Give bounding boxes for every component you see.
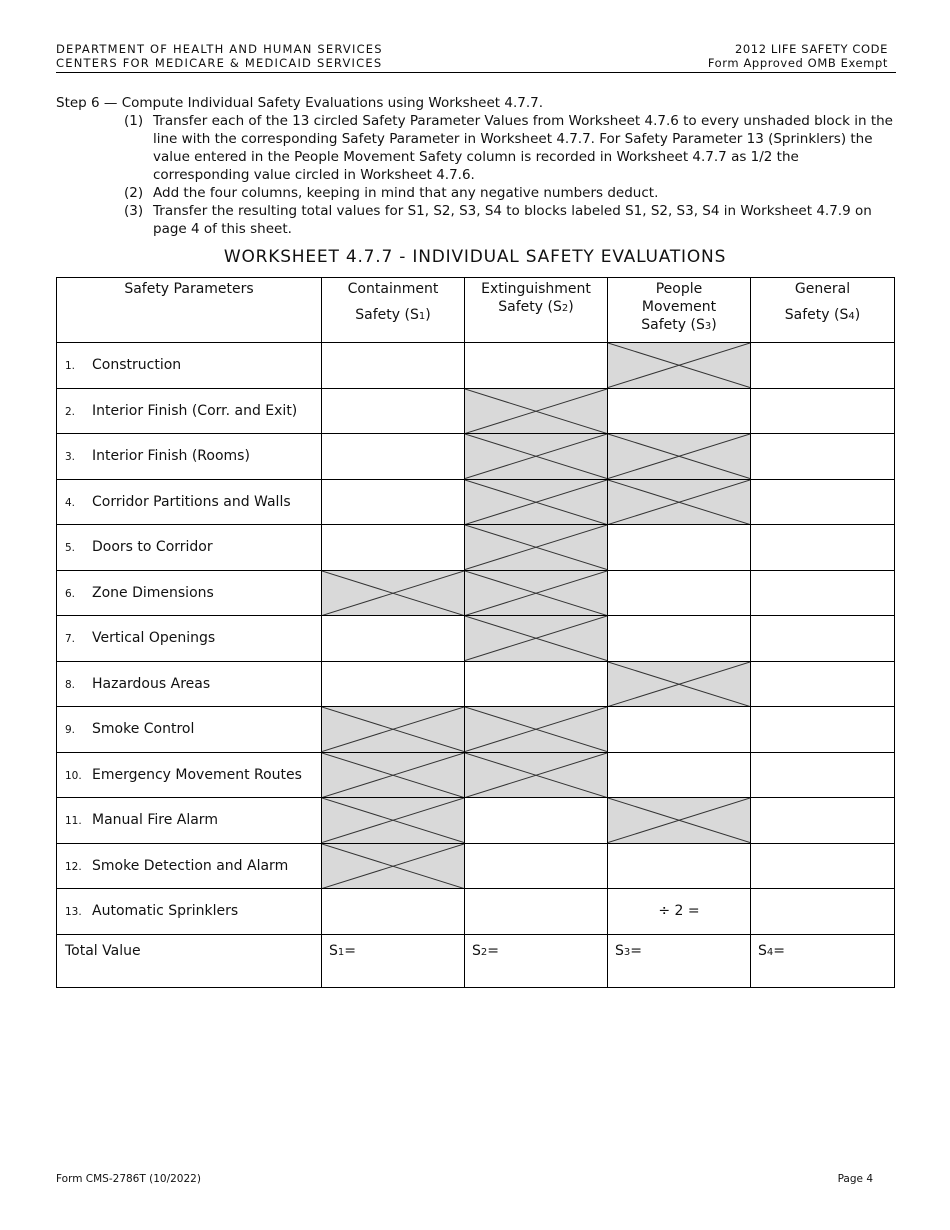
step-item (56, 184, 896, 202)
value-cell-extinguishment[interactable] (465, 343, 608, 389)
parameter-number: 4. (65, 496, 76, 509)
value-cell-people-movement[interactable] (608, 707, 751, 753)
shaded-cell-containment (322, 843, 465, 889)
step-item (56, 112, 896, 184)
table-row (57, 570, 895, 616)
parameter-label: Smoke Control (92, 721, 195, 738)
step-item-text: Transfer the resulting total values for S1, S2, S3, S4 to blocks labeled S1, S2, S3, S4 in Worksheet 4.7.9 on page 4 of this sheet. (153, 203, 872, 237)
value-cell-extinguishment[interactable] (465, 843, 608, 889)
value-cell-people-movement[interactable] (608, 525, 751, 571)
step-label: Step 6 — (56, 95, 118, 111)
value-cell-containment[interactable] (322, 525, 465, 571)
table-row (57, 479, 895, 525)
table-header-row (57, 278, 895, 343)
value-cell-containment[interactable] (322, 616, 465, 662)
table-row (57, 707, 895, 753)
parameter-cell (57, 843, 322, 889)
step-text: Compute Individual Safety Evaluations using Worksheet 4.7.7. (121, 95, 544, 111)
shaded-cell-containment (322, 707, 465, 753)
shaded-cell-extinguishment (465, 479, 608, 525)
parameter-cell (57, 707, 322, 753)
step-item-text: Transfer each of the 13 circled Safety Parameter Values from Worksheet 4.7.6 to every unshaded block in the line with the corresponding Safety Parameter in Worksheet 4.7.7. For Safety Parameter 13 (Sprinklers) the value entered in the People Movement Safety column is recorded in Worksheet 4.7.7 as 1/2 the corresponding value circled in Worksheet 4.7.6. (153, 113, 893, 183)
parameter-number: 13. (65, 906, 82, 919)
table-row (57, 343, 895, 389)
parameter-cell (57, 616, 322, 662)
value-cell-general[interactable] (751, 661, 895, 707)
col-header-containment: Containment Safety (S1) (322, 278, 465, 343)
step-item-num: (3) (124, 203, 144, 219)
value-cell-general[interactable] (751, 616, 895, 662)
col-header-extinguishment: Extinguishment Safety (S2) (465, 278, 608, 343)
total-s1[interactable]: S1= (322, 934, 465, 988)
value-cell-extinguishment[interactable] (465, 661, 608, 707)
parameter-label: Doors to Corridor (92, 539, 213, 556)
table-row (57, 889, 895, 935)
parameter-cell (57, 661, 322, 707)
value-cell-containment[interactable] (322, 661, 465, 707)
shaded-cell-containment (322, 570, 465, 616)
value-cell-people-movement[interactable] (608, 889, 751, 935)
value-cell-general[interactable] (751, 570, 895, 616)
parameter-cell (57, 525, 322, 571)
worksheet-title: WORKSHEET 4.7.7 - INDIVIDUAL SAFETY EVALUATIONS (223, 247, 727, 267)
shaded-cell-containment (322, 798, 465, 844)
parameter-number: 9. (65, 724, 76, 737)
form-header (708, 42, 888, 70)
parameter-cell (57, 388, 322, 434)
table-body (57, 343, 895, 935)
table-row (57, 434, 895, 480)
parameter-cell (57, 798, 322, 844)
value-cell-general[interactable] (751, 434, 895, 480)
shaded-cell-containment (322, 752, 465, 798)
shaded-cell-extinguishment (465, 616, 608, 662)
parameter-number: 10. (65, 769, 82, 782)
parameter-label: Zone Dimensions (92, 584, 214, 601)
value-cell-people-movement[interactable] (608, 752, 751, 798)
table-row (57, 388, 895, 434)
parameter-label: Construction (92, 357, 182, 374)
value-cell-containment[interactable] (322, 434, 465, 480)
value-cell-people-movement[interactable] (608, 843, 751, 889)
parameter-cell (57, 434, 322, 480)
shaded-cell-extinguishment (465, 752, 608, 798)
shaded-cell-people-movement (608, 661, 751, 707)
parameter-label: Interior Finish (Rooms) (92, 448, 250, 465)
dept-line: DEPARTMENT OF HEALTH AND HUMAN SERVICES (56, 42, 383, 56)
col-header-general: General Safety (S4) (751, 278, 895, 343)
shaded-cell-people-movement (608, 479, 751, 525)
shaded-cell-people-movement (608, 798, 751, 844)
table-row (57, 798, 895, 844)
shaded-cell-extinguishment (465, 570, 608, 616)
value-cell-general[interactable] (751, 889, 895, 935)
parameter-number: 12. (65, 860, 82, 873)
parameter-number: 6. (65, 587, 76, 600)
table-row (57, 661, 895, 707)
value-cell-general[interactable] (751, 343, 895, 389)
parameter-number: 11. (65, 815, 82, 828)
table-row (57, 525, 895, 571)
centers-line: CENTERS FOR MEDICARE & MEDICAID SERVICES (56, 56, 383, 70)
parameter-number: 3. (65, 451, 76, 464)
step-instructions (56, 94, 896, 238)
col-header-param: Safety Parameters (57, 278, 322, 343)
step-item-num: (1) (124, 113, 144, 129)
value-cell-containment[interactable] (322, 343, 465, 389)
code-line: 2012 LIFE SAFETY CODE (734, 42, 888, 56)
value-cell-general[interactable] (751, 798, 895, 844)
shaded-cell-extinguishment (465, 707, 608, 753)
value-cell-general[interactable] (751, 752, 895, 798)
agency-header (56, 42, 383, 70)
value-cell-general[interactable] (751, 707, 895, 753)
parameter-label: Smoke Detection and Alarm (92, 857, 289, 874)
col-header-people-movement: People Movement Safety (S3) (608, 278, 751, 343)
parameter-number: 8. (65, 678, 76, 691)
value-cell-general[interactable] (751, 525, 895, 571)
shaded-cell-people-movement (608, 434, 751, 480)
parameter-number: 2. (65, 405, 76, 418)
parameter-label: Corridor Partitions and Walls (92, 493, 291, 510)
step-item-num: (2) (124, 185, 144, 201)
value-cell-general[interactable] (751, 843, 895, 889)
total-s2[interactable]: S2= (465, 934, 608, 988)
value-cell-people-movement[interactable] (608, 570, 751, 616)
parameter-cell (57, 752, 322, 798)
total-s4[interactable]: S4= (751, 934, 895, 988)
parameter-cell (57, 343, 322, 389)
parameter-cell (57, 479, 322, 525)
value-cell-people-movement[interactable] (608, 388, 751, 434)
header-rule (56, 72, 896, 73)
parameter-label: Manual Fire Alarm (92, 812, 218, 829)
parameter-label: Interior Finish (Corr. and Exit) (92, 402, 298, 419)
value-cell-extinguishment[interactable] (465, 798, 608, 844)
value-cell-general[interactable] (751, 479, 895, 525)
value-cell-containment[interactable] (322, 889, 465, 935)
parameter-label: Vertical Openings (92, 630, 216, 647)
value-cell-extinguishment[interactable] (465, 889, 608, 935)
shaded-cell-people-movement (608, 343, 751, 389)
sprinkler-divide-note: ÷ 2 = (658, 903, 700, 920)
value-cell-general[interactable] (751, 388, 895, 434)
parameter-cell (57, 889, 322, 935)
omb-line: Form Approved OMB Exempt (707, 56, 888, 70)
parameter-label: Automatic Sprinklers (92, 903, 239, 920)
parameter-label: Hazardous Areas (92, 675, 211, 692)
parameter-label: Emergency Movement Routes (92, 766, 302, 783)
total-s3[interactable]: S3= (608, 934, 751, 988)
step-item-text: Add the four columns, keeping in mind that any negative numbers deduct. (153, 185, 659, 201)
parameter-number: 5. (65, 542, 76, 555)
table-row (57, 843, 895, 889)
value-cell-containment[interactable] (322, 479, 465, 525)
form-number: Form CMS-2786T (10/2022) (56, 1173, 201, 1185)
table-row (57, 752, 895, 798)
total-label: Total Value (57, 934, 322, 988)
shaded-cell-extinguishment (465, 525, 608, 571)
step-item (56, 202, 896, 238)
total-row (57, 934, 895, 988)
parameter-cell (57, 570, 322, 616)
page-number: Page 4 (837, 1173, 873, 1185)
value-cell-containment[interactable] (322, 388, 465, 434)
parameter-number: 1. (65, 360, 76, 373)
shaded-cell-extinguishment (465, 434, 608, 480)
shaded-cell-extinguishment (465, 388, 608, 434)
parameter-number: 7. (65, 633, 76, 646)
value-cell-people-movement[interactable] (608, 616, 751, 662)
table-row (57, 616, 895, 662)
safety-evaluations-table (56, 277, 895, 988)
